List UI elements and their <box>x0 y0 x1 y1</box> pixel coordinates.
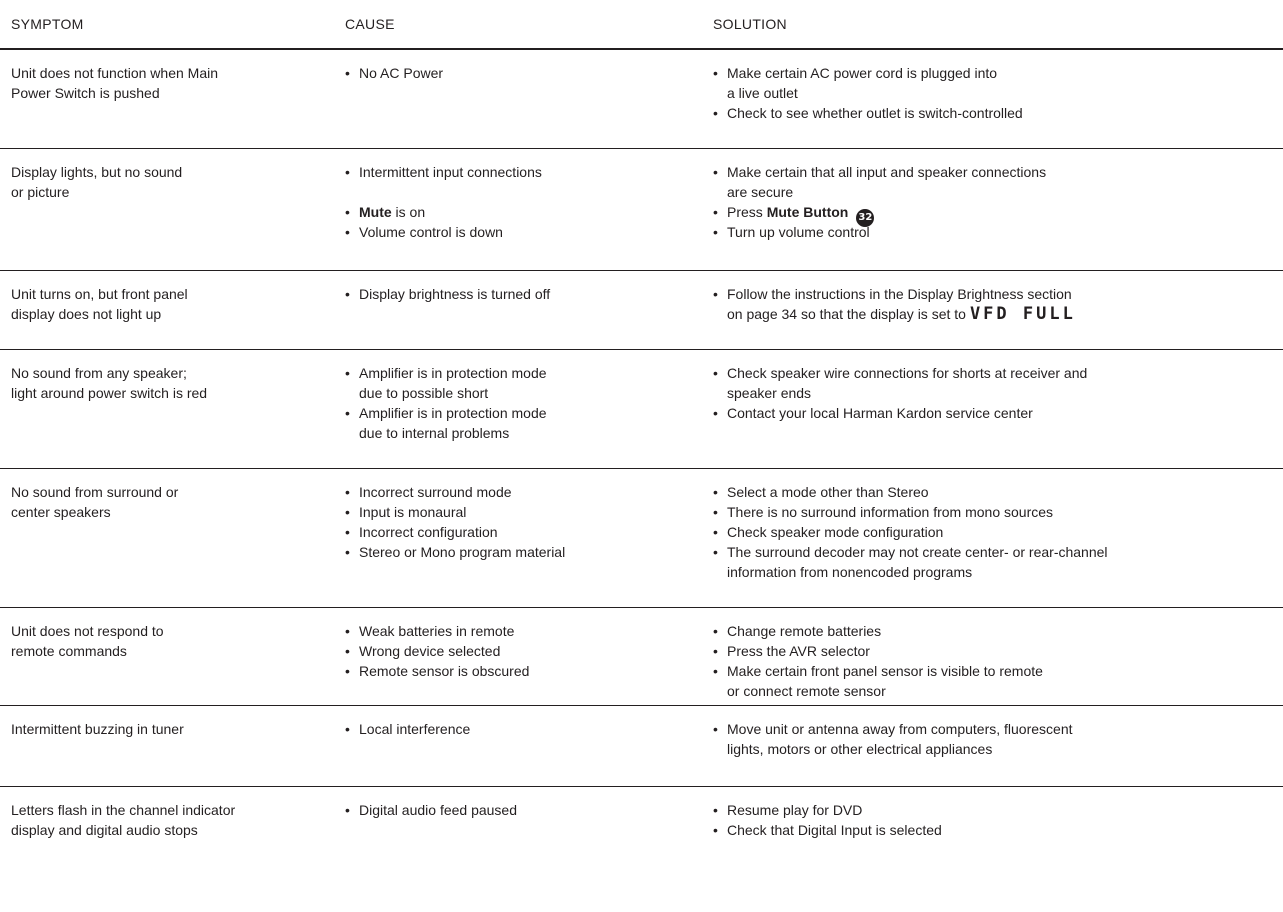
solution-text: There is no surround information from mono sources <box>727 504 1054 520</box>
symptom-line: Power Switch is pushed <box>11 85 160 101</box>
cause-text: due to possible short <box>359 385 489 401</box>
cause-cell <box>345 719 695 739</box>
cause-text: Incorrect configuration <box>359 524 498 540</box>
bullet: • <box>713 663 718 679</box>
solution-text: Resume play for DVD <box>727 802 863 818</box>
symptom-line: or picture <box>11 184 70 200</box>
solution-text: a live outlet <box>727 85 798 101</box>
symptom-cell <box>11 63 311 103</box>
bullet: • <box>345 365 350 381</box>
cause-text: Volume control is down <box>359 224 503 240</box>
solution-text: Check that Digital Input is selected <box>727 822 942 838</box>
solution-text: The surround decoder may not create center- or rear-channel <box>727 544 1108 560</box>
symptom-line: remote commands <box>11 643 127 659</box>
solution-text: Make certain AC power cord is plugged into <box>727 65 998 81</box>
bullet: • <box>345 504 350 520</box>
solution-line <box>713 103 1273 123</box>
solution-text: Check speaker wire connections for shorts at receiver and <box>727 365 1088 381</box>
cause-line <box>345 202 695 222</box>
bullet: • <box>345 623 350 639</box>
cause-cell <box>345 284 695 304</box>
solution-line <box>713 542 1273 562</box>
bullet: • <box>713 544 718 560</box>
solution-line <box>713 363 1273 383</box>
solution-cell <box>713 162 1273 242</box>
cause-line <box>345 162 695 182</box>
cause-line <box>345 719 695 739</box>
bullet: • <box>345 663 350 679</box>
cause-line <box>345 284 695 304</box>
solution-text: or connect remote sensor <box>727 683 886 699</box>
solution-cell <box>713 621 1273 701</box>
cause-text: due to internal problems <box>359 425 510 441</box>
cause-cell <box>345 482 695 562</box>
bullet: • <box>713 802 718 818</box>
cause-text: Digital audio feed paused <box>359 802 518 818</box>
solution-text: are secure <box>727 184 794 200</box>
solution-text: Follow the instructions in the Display Brightness section <box>727 286 1072 302</box>
cause-line <box>345 641 695 661</box>
table-header <box>0 0 1283 50</box>
bullet: • <box>713 65 718 81</box>
symptom-line: center speakers <box>11 504 111 520</box>
cause-line <box>345 502 695 522</box>
symptom-line: display and digital audio stops <box>11 822 198 838</box>
solution-line <box>713 739 1273 759</box>
cause-text: Weak batteries in remote <box>359 623 515 639</box>
solution-line <box>713 641 1273 661</box>
bullet: • <box>713 365 718 381</box>
solution-cell <box>713 800 1273 840</box>
cause-text: is on <box>391 204 426 220</box>
symptom-line: No sound from any speaker; <box>11 365 187 381</box>
solution-text: information from nonencoded programs <box>727 564 973 580</box>
symptom-header: SYMPTOM <box>11 16 84 32</box>
solution-line <box>713 820 1273 840</box>
cause-text: Intermittent input connections <box>359 164 542 180</box>
cause-line <box>345 621 695 641</box>
table-row <box>0 706 1283 787</box>
table-row <box>0 50 1283 149</box>
bullet: • <box>713 524 718 540</box>
bullet: • <box>345 544 350 560</box>
bullet: • <box>345 643 350 659</box>
bullet: • <box>713 405 718 421</box>
symptom-line: Display lights, but no sound <box>11 164 183 180</box>
solution-cell <box>713 63 1273 123</box>
solution-text: Turn up volume control <box>727 224 870 240</box>
bullet: • <box>345 802 350 818</box>
solution-line <box>713 522 1273 542</box>
cause-text: Stereo or Mono program material <box>359 544 566 560</box>
solution-text: Press <box>727 204 767 220</box>
solution-cell <box>713 284 1273 324</box>
solution-line <box>713 383 1273 403</box>
cause-cell <box>345 162 695 242</box>
cause-line <box>345 423 695 443</box>
solution-text: lights, motors or other electrical appliances <box>727 741 993 757</box>
symptom-line: Letters flash in the channel indicator <box>11 802 236 818</box>
bullet: • <box>713 504 718 520</box>
solution-text: Change remote batteries <box>727 623 882 639</box>
bullet: • <box>345 164 350 180</box>
symptom-line: display does not light up <box>11 306 162 322</box>
symptom-cell <box>11 284 311 324</box>
cause-header: CAUSE <box>345 16 395 32</box>
solution-line <box>713 222 1273 242</box>
solution-text: Move unit or antenna away from computers, fluorescent <box>727 721 1073 737</box>
bullet: • <box>713 643 718 659</box>
cause-line <box>345 800 695 820</box>
solution-line <box>713 800 1273 820</box>
cause-keyword: Mute <box>359 204 392 220</box>
cause-line <box>345 542 695 562</box>
cause-text: Display brightness is turned off <box>359 286 551 302</box>
cause-cell <box>345 363 695 443</box>
symptom-line: Unit does not respond to <box>11 623 164 639</box>
symptom-cell <box>11 162 311 202</box>
solution-line <box>713 284 1273 304</box>
bullet: • <box>713 484 718 500</box>
bullet: • <box>345 524 350 540</box>
solution-text: Make certain that all input and speaker connections <box>727 164 1047 180</box>
symptom-cell <box>11 800 311 840</box>
table-row <box>0 469 1283 608</box>
solution-line <box>713 304 1273 324</box>
bullet: • <box>345 405 350 421</box>
table-row <box>0 787 1283 912</box>
solution-line <box>713 661 1273 681</box>
solution-text: Select a mode other than Stereo <box>727 484 929 500</box>
solution-text: speaker ends <box>727 385 812 401</box>
cause-cell <box>345 800 695 820</box>
symptom-line: No sound from surround or <box>11 484 179 500</box>
cause-cell <box>345 621 695 681</box>
symptom-cell <box>11 482 311 522</box>
solution-line <box>713 482 1273 502</box>
solution-line <box>713 621 1273 641</box>
solution-line <box>713 182 1273 202</box>
solution-line <box>713 562 1273 582</box>
symptom-line: Intermittent buzzing in tuner <box>11 721 184 737</box>
solution-line <box>713 719 1273 739</box>
solution-header: SOLUTION <box>713 16 787 32</box>
bullet: • <box>345 721 350 737</box>
bullet: • <box>345 65 350 81</box>
bullet: • <box>345 204 350 220</box>
table-row <box>0 271 1283 350</box>
cause-text: Wrong device selected <box>359 643 501 659</box>
bullet: • <box>713 623 718 639</box>
cause-line <box>345 482 695 502</box>
bullet: • <box>713 721 718 737</box>
bullet: • <box>713 204 718 220</box>
cause-cell <box>345 63 695 83</box>
symptom-cell <box>11 719 311 739</box>
cause-line <box>345 522 695 542</box>
button-number-badge: 32 <box>856 209 874 227</box>
solution-text: Contact your local Harman Kardon service center <box>727 405 1033 421</box>
cause-text: Input is monaural <box>359 504 467 520</box>
cause-line <box>345 222 695 242</box>
symptom-cell <box>11 363 311 403</box>
cause-text: Incorrect surround mode <box>359 484 512 500</box>
solution-text: Press the AVR selector <box>727 643 870 659</box>
solution-line <box>713 83 1273 103</box>
solution-text: on page 34 so that the display is set to <box>727 306 966 322</box>
solution-text: Make certain front panel sensor is visible to remote <box>727 663 1043 679</box>
solution-line <box>713 162 1273 182</box>
cause-text: Amplifier is in protection mode <box>359 405 547 421</box>
symptom-cell <box>11 621 311 661</box>
solution-cell <box>713 482 1273 582</box>
cause-text: Local interference <box>359 721 471 737</box>
table-row <box>0 608 1283 706</box>
solution-line <box>713 202 1273 222</box>
cause-text: No AC Power <box>359 65 444 81</box>
cause-line <box>345 63 695 83</box>
display-readout: VFD FULL <box>969 304 1076 324</box>
cause-line <box>345 403 695 423</box>
cause-line <box>345 363 695 383</box>
bullet: • <box>345 286 350 302</box>
bullet: • <box>713 822 718 838</box>
solution-line <box>713 63 1273 83</box>
bullet: • <box>713 224 718 240</box>
symptom-line: Unit turns on, but front panel <box>11 286 188 302</box>
solution-keyword: Mute Button <box>766 204 849 220</box>
solution-cell <box>713 719 1273 759</box>
solution-line <box>713 403 1273 423</box>
bullet: • <box>713 105 718 121</box>
solution-line <box>713 502 1273 522</box>
symptom-line: Unit does not function when Main <box>11 65 219 81</box>
table-row <box>0 350 1283 469</box>
bullet: • <box>345 484 350 500</box>
solution-text: Check to see whether outlet is switch-controlled <box>727 105 1023 121</box>
symptom-line: light around power switch is red <box>11 385 208 401</box>
solution-text: Check speaker mode configuration <box>727 524 944 540</box>
cause-line <box>345 383 695 403</box>
cause-text: Remote sensor is obscured <box>359 663 530 679</box>
solution-cell <box>713 363 1273 423</box>
solution-line <box>713 681 1273 701</box>
cause-line <box>345 661 695 681</box>
table-row <box>0 149 1283 271</box>
cause-text: Amplifier is in protection mode <box>359 365 547 381</box>
bullet: • <box>713 164 718 180</box>
bullet: • <box>345 224 350 240</box>
bullet: • <box>713 286 718 302</box>
